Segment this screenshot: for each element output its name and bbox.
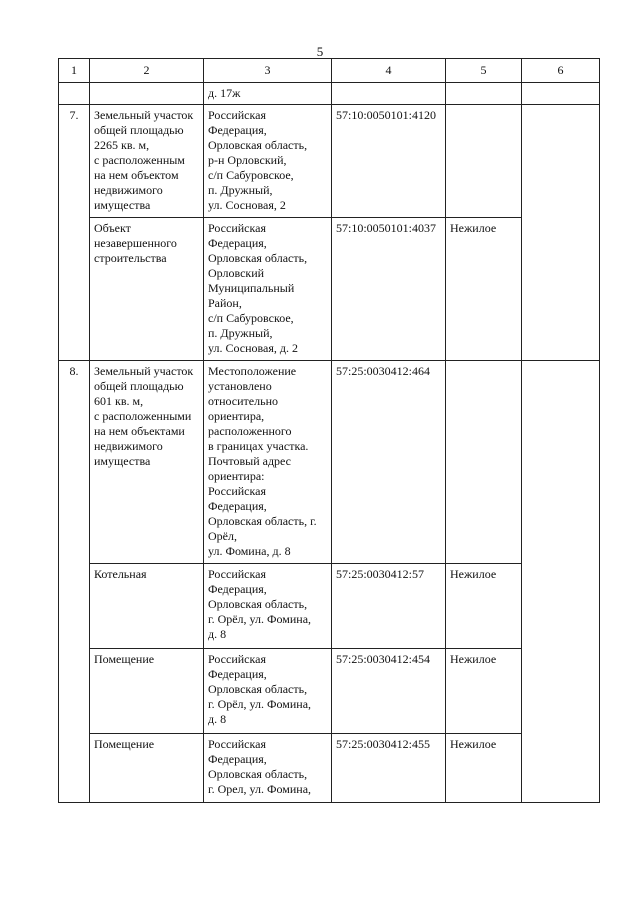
cadastral-number: 57:25:0030412:464 — [332, 361, 446, 564]
object-name: Котельная — [90, 564, 204, 649]
object-type — [446, 105, 522, 218]
object-type: Нежилое — [446, 218, 522, 361]
object-name: Помещение — [90, 649, 204, 734]
cell-empty — [522, 83, 600, 105]
cell-empty — [522, 361, 600, 803]
row-number: 8. — [59, 361, 90, 803]
address-cell: д. 17ж — [204, 83, 332, 105]
cell-empty — [59, 83, 90, 105]
object-address: Российская Федерация, Орловская область, Орловский Муниципальный Район, с/п Сабуровское, п. Дружный, ул. Сосновая, д. 2 — [204, 218, 332, 361]
cell-empty — [446, 83, 522, 105]
object-type: Нежилое — [446, 649, 522, 734]
row-number: 7. — [59, 105, 90, 361]
object-name: Земельный участок общей площадью 2265 кв. м, с расположенным на нем объектом недвижимого имущества — [90, 105, 204, 218]
header-cell: 5 — [446, 59, 522, 83]
table-row — [59, 361, 600, 564]
table-row — [59, 649, 600, 734]
header-cell: 3 — [204, 59, 332, 83]
table-row — [59, 564, 600, 649]
cadastral-number: 57:25:0030412:57 — [332, 564, 446, 649]
table-row — [59, 105, 600, 218]
cell-empty — [90, 83, 204, 105]
object-name: Объект незавершенного строительства — [90, 218, 204, 361]
page-number: 5 — [316, 44, 324, 59]
object-address: Российская Федерация, Орловская область, г. Орёл, ул. Фомина, д. 8 — [204, 564, 332, 649]
property-table — [58, 58, 600, 803]
object-address: Российская Федерация, Орловская область, г. Орёл, ул. Фомина, д. 8 — [204, 649, 332, 734]
header-cell: 6 — [522, 59, 600, 83]
object-name: Земельный участок общей площадью 601 кв. м, с расположенными на нем объектами недвижимого имущества — [90, 361, 204, 564]
cadastral-number: 57:10:0050101:4120 — [332, 105, 446, 218]
object-name: Помещение — [90, 734, 204, 803]
cadastral-number: 57:25:0030412:455 — [332, 734, 446, 803]
header-cell: 4 — [332, 59, 446, 83]
header-cell: 2 — [90, 59, 204, 83]
object-address: Российская Федерация, Орловская область, р-н Орловский, с/п Сабуровское, п. Дружный, ул. Сосновая, 2 — [204, 105, 332, 218]
table-row — [59, 218, 600, 361]
cell-empty — [522, 105, 600, 361]
table-row — [59, 734, 600, 803]
header-row — [59, 59, 600, 83]
continuation-row — [59, 83, 600, 105]
cell-empty — [332, 83, 446, 105]
object-address: Российская Федерация, Орловская область, г. Орел, ул. Фомина, — [204, 734, 332, 803]
object-address: Местоположение установлено относительно ориентира, расположенного в границах участка. Почтовый адрес ориентира: Российская Федерация, Орловская область, г. Орёл, ул. Фомина, д. 8 — [204, 361, 332, 564]
object-type: Нежилое — [446, 564, 522, 649]
cadastral-number: 57:10:0050101:4037 — [332, 218, 446, 361]
header-cell: 1 — [59, 59, 90, 83]
object-type: Нежилое — [446, 734, 522, 803]
object-type — [446, 361, 522, 564]
cadastral-number: 57:25:0030412:454 — [332, 649, 446, 734]
